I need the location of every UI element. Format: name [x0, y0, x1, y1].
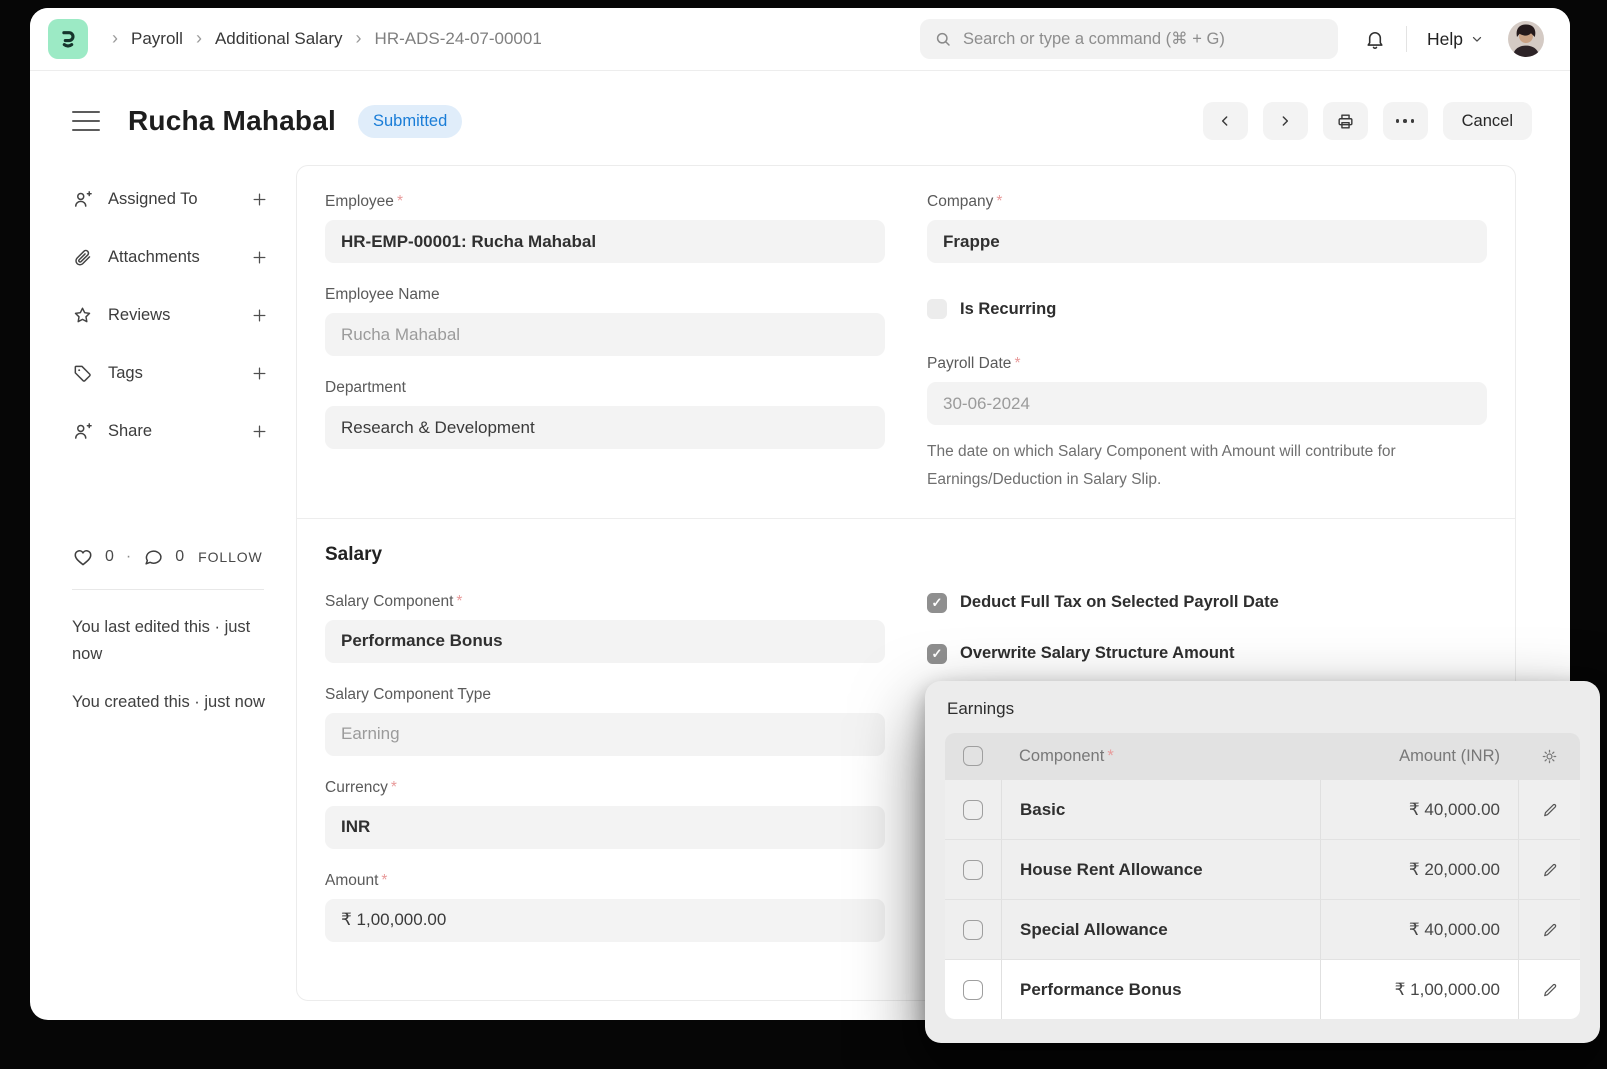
checkbox-checked-icon[interactable]	[927, 644, 947, 664]
required-marker: *	[456, 592, 463, 610]
sidebar-item-reviews	[72, 302, 268, 328]
employee-label: Employee *	[325, 193, 403, 210]
currency-input[interactable]: INR	[325, 806, 885, 849]
share-user-icon	[72, 421, 93, 442]
dot-separator: ·	[125, 548, 132, 565]
sidebar-item-label: Tags	[108, 363, 143, 382]
component-column-header: Component *	[1019, 746, 1114, 765]
last-edited-text: You last edited this · just now	[72, 618, 251, 663]
sidebar-item-assigned-to	[72, 186, 268, 212]
required-marker: *	[1107, 746, 1114, 765]
notifications-button[interactable]	[1364, 28, 1386, 50]
row-checkbox[interactable]	[963, 800, 983, 820]
sidebar-engagement	[72, 546, 268, 738]
next-record-button[interactable]	[1263, 102, 1308, 140]
row-checkbox[interactable]	[963, 860, 983, 880]
cancel-button[interactable]: Cancel	[1443, 102, 1532, 140]
paperclip-icon	[72, 247, 93, 268]
currency-field	[325, 779, 885, 849]
amount-input[interactable]: ₹ 1,00,000.00	[325, 899, 885, 942]
amount-field	[325, 872, 885, 942]
salary-component-input[interactable]: Performance Bonus	[325, 620, 885, 663]
bell-icon	[1364, 28, 1386, 50]
global-search[interactable]	[920, 19, 1338, 59]
edit-pencil-icon[interactable]	[1541, 861, 1559, 879]
component-name: Performance Bonus	[1020, 979, 1182, 999]
menu-toggle-button[interactable]	[72, 111, 100, 131]
plus-icon	[251, 307, 268, 324]
department-label: Department	[325, 379, 406, 396]
previous-record-button[interactable]	[1203, 102, 1248, 140]
row-checkbox[interactable]	[963, 980, 983, 1000]
edit-pencil-icon[interactable]	[1541, 921, 1559, 939]
company-field	[927, 193, 1487, 263]
chevron-left-icon	[1217, 113, 1233, 129]
employee-field	[325, 193, 885, 263]
department-input[interactable]: Research & Development	[325, 406, 885, 449]
earnings-row-special-allowance[interactable]	[945, 899, 1580, 959]
overwrite-amount-checkbox-row[interactable]	[927, 644, 1487, 664]
earnings-row-basic[interactable]	[945, 779, 1580, 839]
edit-pencil-icon[interactable]	[1541, 801, 1559, 819]
page-header	[72, 96, 1532, 146]
top-navbar	[30, 8, 1570, 71]
select-all-checkbox[interactable]	[963, 746, 983, 766]
company-input[interactable]: Frappe	[927, 220, 1487, 263]
component-amount: ₹ 40,000.00	[1408, 799, 1500, 819]
search-input[interactable]	[963, 30, 1324, 49]
navbar-divider	[1406, 26, 1407, 52]
employee-name-label: Employee Name	[325, 286, 440, 303]
avatar-image	[1508, 21, 1544, 57]
add-assignment-button[interactable]	[251, 191, 268, 208]
edit-pencil-icon[interactable]	[1541, 981, 1559, 999]
sidebar-item-attachments	[72, 244, 268, 270]
sidebar-item-tags	[72, 360, 268, 386]
breadcrumb-payroll[interactable]: Payroll	[131, 29, 183, 48]
plus-icon	[251, 249, 268, 266]
component-name: Special Allowance	[1020, 919, 1168, 939]
search-icon	[934, 30, 952, 48]
frappe-hr-logo[interactable]	[48, 19, 88, 59]
deduct-full-tax-checkbox-row[interactable]	[927, 593, 1487, 613]
breadcrumb-record-id: HR-ADS-24-07-00001	[374, 29, 542, 48]
employee-input[interactable]: HR-EMP-00001: Rucha Mahabal	[325, 220, 885, 263]
earnings-panel-title: Earnings	[947, 699, 1015, 718]
department-field	[325, 379, 885, 449]
follow-button[interactable]: FOLLOW	[198, 549, 263, 565]
payroll-date-description: The date on which Salary Component with Amount will contribute for Earnings/Deduction in Salary Slip.	[927, 443, 1396, 488]
component-amount: ₹ 1,00,000.00	[1394, 979, 1500, 999]
add-share-button[interactable]	[251, 423, 268, 440]
salary-component-label: Salary Component *	[325, 592, 463, 610]
frappe-hr-logo-icon	[55, 26, 81, 52]
star-icon	[72, 305, 93, 326]
sidebar-item-label: Attachments	[108, 247, 200, 266]
component-name: Basic	[1020, 799, 1066, 819]
payroll-date-input: 30-06-2024	[927, 382, 1487, 425]
component-name: House Rent Allowance	[1020, 859, 1203, 879]
employee-name-field	[325, 286, 885, 356]
earnings-table-header	[945, 733, 1580, 779]
salary-component-type-label: Salary Component Type	[325, 685, 492, 703]
add-review-button[interactable]	[251, 307, 268, 324]
likes-count: 0	[105, 548, 114, 565]
payroll-date-field	[927, 355, 1487, 494]
plus-icon	[251, 423, 268, 440]
add-attachment-button[interactable]	[251, 249, 268, 266]
component-amount: ₹ 40,000.00	[1408, 919, 1500, 939]
earnings-row-performance-bonus[interactable]	[945, 959, 1580, 1019]
sidebar-item-label: Share	[108, 421, 153, 440]
chevron-right-icon: ›	[195, 28, 202, 48]
status-badge: Submitted	[358, 105, 462, 138]
earnings-row-house-rent-allowance[interactable]	[945, 839, 1580, 899]
page-title: Rucha Mahabal	[128, 105, 336, 136]
required-marker: *	[390, 778, 397, 796]
checkbox-checked-icon[interactable]	[927, 593, 947, 613]
checkbox-unchecked-icon[interactable]	[927, 299, 947, 319]
overwrite-amount-label: Overwrite Salary Structure Amount	[960, 644, 1235, 663]
required-marker: *	[381, 871, 388, 889]
print-button[interactable]	[1323, 102, 1368, 140]
employee-name-input: Rucha Mahabal	[325, 313, 885, 356]
sidebar-item-label: Assigned To	[108, 189, 198, 208]
payroll-date-label: Payroll Date *	[927, 355, 1021, 372]
heart-icon[interactable]	[72, 546, 94, 568]
company-label: Company *	[927, 193, 1003, 210]
help-label: Help	[1427, 28, 1463, 49]
section-divider	[297, 518, 1515, 519]
is-recurring-label: Is Recurring	[960, 299, 1057, 318]
assign-user-icon	[72, 189, 93, 210]
comments-count: 0	[175, 548, 185, 565]
more-options-button[interactable]	[1383, 102, 1428, 140]
currency-label: Currency *	[325, 778, 397, 796]
created-text: You created this · just now	[72, 693, 265, 712]
record-sidebar	[72, 186, 268, 476]
required-marker: *	[396, 193, 403, 210]
required-marker: *	[996, 193, 1003, 210]
sidebar-item-label: Reviews	[108, 305, 171, 324]
deduct-full-tax-label: Deduct Full Tax on Selected Payroll Date	[960, 593, 1279, 612]
chevron-down-icon	[1470, 32, 1484, 46]
earnings-panel	[925, 681, 1600, 1043]
amount-column-header: Amount (INR)	[1399, 746, 1500, 765]
gear-icon[interactable]	[1540, 747, 1559, 766]
tag-icon	[72, 363, 93, 384]
chevron-right-icon: ›	[355, 28, 362, 48]
amount-label: Amount *	[325, 871, 388, 889]
required-marker: *	[1014, 355, 1021, 372]
comment-icon[interactable]	[143, 547, 164, 568]
component-amount: ₹ 20,000.00	[1408, 859, 1500, 879]
plus-icon	[251, 365, 268, 382]
chevron-right-icon	[1277, 113, 1293, 129]
salary-component-type-input: Earning	[325, 713, 885, 756]
earnings-table	[945, 733, 1580, 1019]
salary-component-type-field	[325, 686, 885, 756]
breadcrumb	[112, 29, 542, 49]
plus-icon	[251, 191, 268, 208]
chevron-right-icon: ›	[112, 28, 118, 48]
printer-icon	[1336, 112, 1355, 131]
salary-section-title: Salary	[325, 543, 383, 565]
row-checkbox[interactable]	[963, 920, 983, 940]
ellipsis-icon	[1396, 119, 1415, 123]
sidebar-divider	[72, 589, 264, 590]
header-actions	[1203, 102, 1532, 140]
add-tag-button[interactable]	[251, 365, 268, 382]
user-avatar[interactable]	[1508, 21, 1544, 57]
help-menu[interactable]	[1427, 29, 1484, 50]
salary-component-field	[325, 593, 885, 663]
breadcrumb-additional-salary[interactable]: Additional Salary	[214, 29, 343, 48]
is-recurring-checkbox-row[interactable]	[927, 299, 1487, 319]
sidebar-item-share	[72, 418, 268, 444]
